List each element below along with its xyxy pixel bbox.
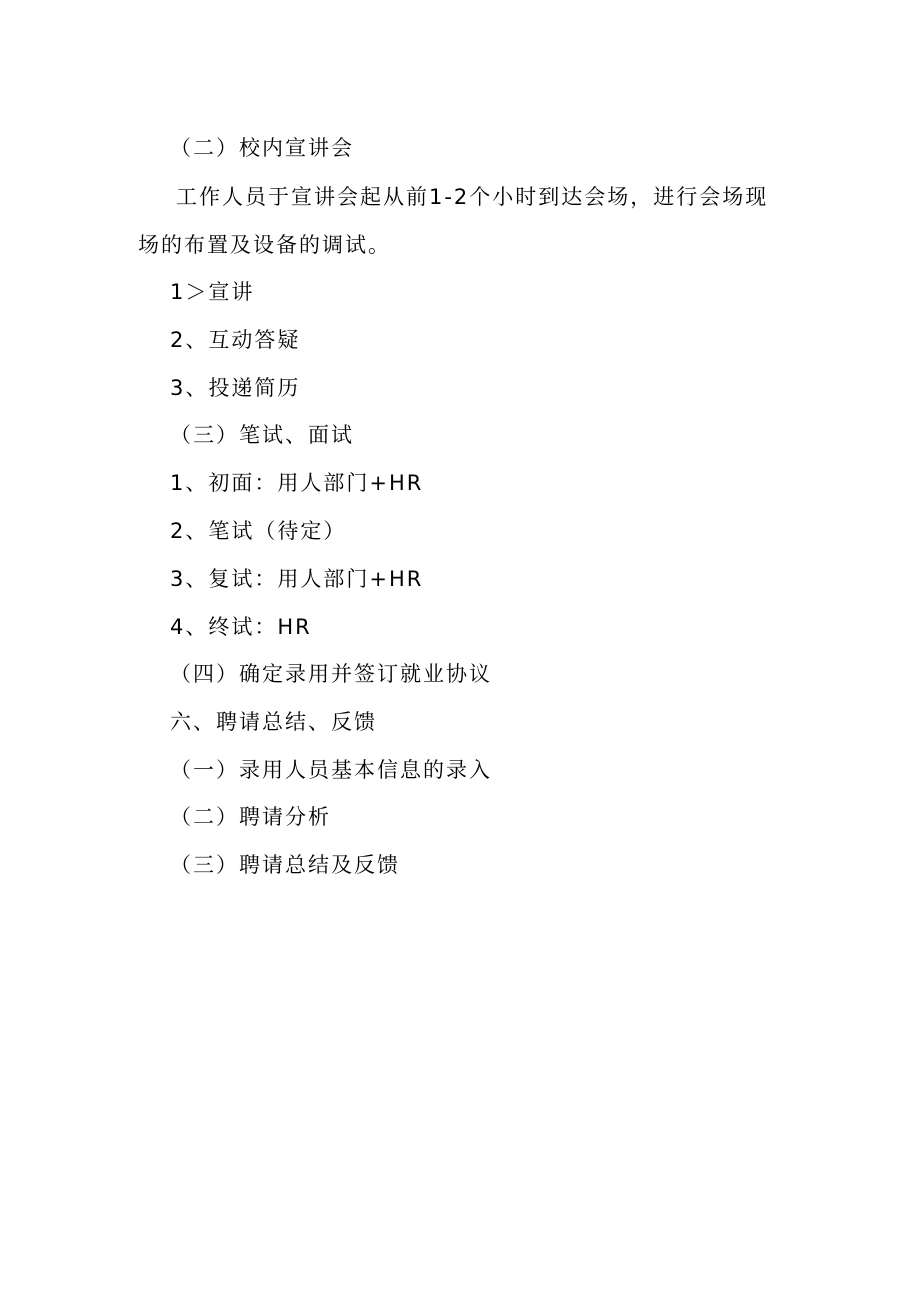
section-heading-campus-talk: （二）校内宣讲会	[170, 136, 354, 160]
list-item-exam-1: 1、初面：用人部门+HR	[170, 471, 424, 495]
list-item-summary-1: （一）录用人员基本信息的录入	[170, 758, 492, 782]
chapter-heading-summary: 六、聘请总结、反馈	[170, 710, 377, 734]
paragraph-campus-talk: 工作人员于宣讲会起从前1-2个小时到达会场，进行会场现场的布置及设备的调试。	[138, 185, 769, 257]
section-heading-exam-interview: （三）笔试、面试	[170, 423, 354, 447]
list-item-campus-1: 1＞宣讲	[170, 280, 255, 304]
list-item-summary-3: （三）聘请总结及反馈	[170, 853, 400, 877]
list-item-exam-2: 2、笔试（待定）	[170, 519, 347, 543]
section-heading-confirm-hire: （四）确定录用并签订就业协议	[170, 662, 492, 686]
list-item-campus-3: 3、投递简历	[170, 376, 301, 400]
list-item-exam-4: 4、终试：HR	[170, 615, 312, 639]
list-item-campus-2: 2、互动答疑	[170, 328, 301, 352]
list-item-exam-3: 3、复试：用人部门+HR	[170, 567, 424, 591]
list-item-summary-2: （二）聘请分析	[170, 805, 331, 829]
